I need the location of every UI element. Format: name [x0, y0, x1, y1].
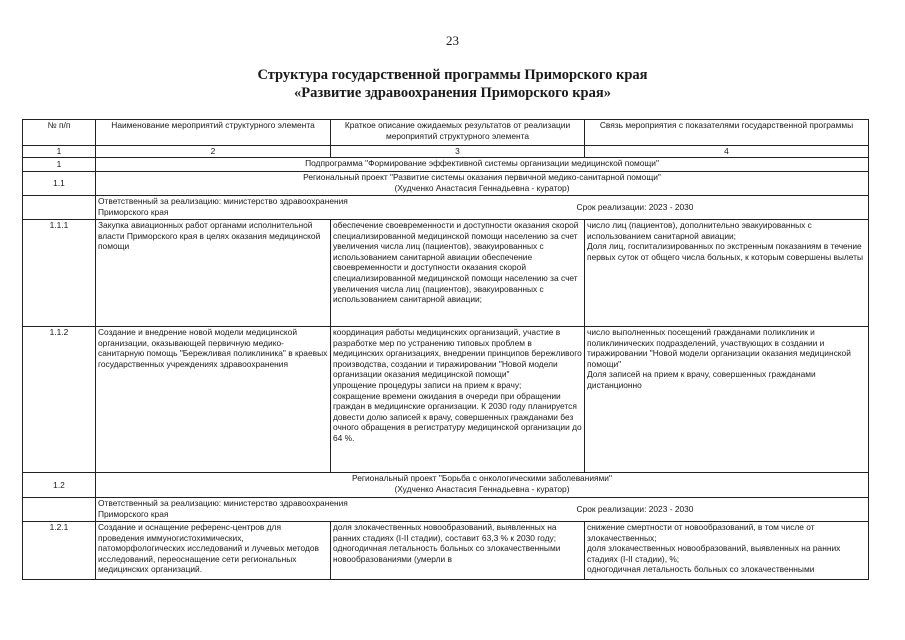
page-number: 23: [446, 33, 459, 48]
empty-cell: [23, 196, 96, 220]
column-numbers-row: [23, 146, 869, 158]
header-expected-results: Краткое описание ожидаемых результатов от реализации мероприятий структурного элемента: [331, 120, 585, 146]
title-line-2: «Развитие здравоохранения Приморского края»: [294, 85, 611, 101]
table-row: [23, 327, 869, 473]
column-number: 3: [331, 146, 585, 158]
column-number: 1: [23, 146, 96, 158]
empty-cell: [23, 498, 96, 522]
row-number: 1.2.1: [23, 522, 96, 580]
subprogram-title: Подпрограмма "Формирование эффективной системы организации медицинской помощи": [96, 158, 869, 172]
subprogram-row: [23, 158, 869, 172]
project-number: 1.2: [23, 473, 96, 498]
indicators: число выполненных посещений гражданами поликлиник и поликлинических подразделений, участвующих в создании и тиражировании "Новой модели организации оказания медицинской помощи" Доля записей на прием к врачу, совершенных гражданами дистанционно: [585, 327, 869, 473]
responsible-info: [96, 498, 869, 522]
indicators: снижение смертности от новообразований, в том числе от злокачественных; доля злокачественных новообразований, выявленных на ранних стадиях (I-II стадии), %; одногодичная летальность больных со злокачественными: [585, 522, 869, 580]
responsible-info: [96, 196, 869, 220]
indicators: число лиц (пациентов), дополнительно эвакуированных с использованием санитарной авиации; Доля лиц, госпитализированных по экстренным показаниям в течение первых суток от общего числа больных, к которым совершены вылеты: [585, 220, 869, 327]
expected-results: доля злокачественных новообразований, выявленных на ранних стадиях (I-II стадии), составит 63,3 % к 2030 году; одногодичная летальность больных со злокачественными новообразованиями (умерли в: [331, 522, 585, 580]
title-line-1: Структура государственной программы Приморского края: [257, 67, 648, 83]
expected-results: обеспечение своевременности и доступности оказания скорой специализированной медицинской помощи населению за счет увеличения числа лиц (пациентов), эвакуированных с использованием санитарной авиации обеспечение своевременности и доступности оказания скорой специализированной медицинской помощи населению за счет увеличения числа лиц (пациентов), эвакуированных с использованием санитарной авиации;: [331, 220, 585, 327]
expected-results: координация работы медицинских организаций, участие в разработке мер по устранению типовых проблем в медицинских организациях, внедрении принципов бережливого производства, создании и тиражировании "Новой модели организации оказания медицинской помощи" упрощение процедуры записи на прием к врачу; сокращение времени ожидания в очереди при обращении граждан в медицинские организации. К 2030 году планируется довести долю записей к врачу, совершенных гражданами без очного обращения в регистратуру медицинской организации до 64 %.: [331, 327, 585, 473]
activity-name: Создание и оснащение референс-центров для проведения иммуногистохимических, патоморфологических исследований и лучевых методов исследований, переоснащение сети региональных медицинских организаций.: [96, 522, 331, 580]
implementation-period: Срок реализации: 2023 - 2030: [576, 202, 694, 212]
row-number: 1.1.2: [23, 327, 96, 473]
header-number: № п/п: [23, 120, 96, 146]
activity-name: Закупка авиационных работ органами исполнительной власти Приморского края в целях оказания медицинской помощи: [96, 220, 331, 327]
row-number: 1.1.1: [23, 220, 96, 327]
header-indicators: Связь мероприятия с показателями государственной программы: [585, 120, 869, 146]
program-structure-table: [22, 119, 869, 580]
header-activity-name: Наименование мероприятий структурного элемента: [96, 120, 331, 146]
regional-project-row: [23, 473, 869, 498]
project-title: Региональный проект "Развитие системы оказания первичной медико-санитарной помощи" (Худченко Анастасия Геннадьевна - куратор): [96, 172, 869, 196]
project-title: Региональный проект "Борьба с онкологическими заболеваниями" (Худченко Анастасия Геннадьевна - куратор): [96, 473, 869, 498]
responsible-text: Ответственный за реализацию: министерство здравоохранения Приморского края: [98, 196, 348, 217]
table-row: [23, 220, 869, 327]
subprogram-number: 1: [23, 158, 96, 172]
table-header-row: [23, 120, 869, 146]
document-title: [0, 66, 905, 102]
regional-project-row: [23, 172, 869, 196]
responsible-text: Ответственный за реализацию: министерство здравоохранения Приморского края: [98, 498, 348, 519]
responsible-row: [23, 196, 869, 220]
column-number: 4: [585, 146, 869, 158]
project-number: 1.1: [23, 172, 96, 196]
implementation-period: Срок реализации: 2023 - 2030: [576, 504, 694, 514]
table-row: [23, 522, 869, 580]
column-number: 2: [96, 146, 331, 158]
responsible-row: [23, 498, 869, 522]
activity-name: Создание и внедрение новой модели медицинской организации, оказывающей первичную медико-санитарную помощь "Бережливая поликлиника" в краевых государственных учреждениях здравоохранения: [96, 327, 331, 473]
